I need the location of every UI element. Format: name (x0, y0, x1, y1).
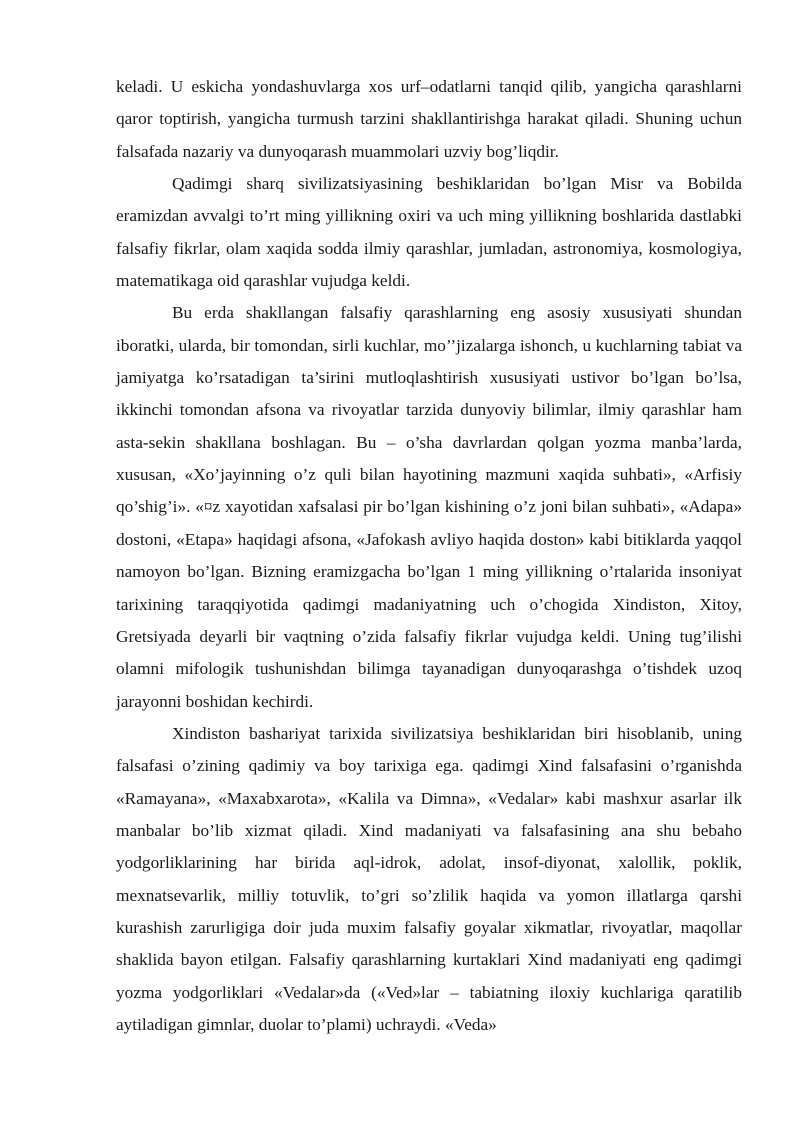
paragraph-philosophical-views: Bu erda shakllangan falsafiy qarashlarning eng asosiy xususiyati shundan iboratki, ularda, bir tomondan, sirli kuchlar, mo’’jizalarga ishonch, u kuchlarning tabiat va jamiyatga ko’rsatadigan ta’sirini mutloqlashtirish xususiyati ustivor bo’lgan bo’lsa, ikkinchi tomondan afsona va rivoyatlar tarzida dunyoviy bilimlar, ilmiy qarashlar ham asta-sekin shakllana boshlagan. Bu – o’sha davrlardan qolgan yozma manba’larda, xususan, «Xo’jayinning o’z quli bilan hayotining mazmuni xaqida suhbati», «Arfisiy qo’shig’i». «¤z xayotidan xafsalasi pir bo’lgan kishining o’z joni bilan suhbati», «Adapa» dostoni, «Etapa» haqidagi afsona, «Jafokash avliyo haqida doston» kabi bitiklarda yaqqol namoyon bo’lgan. Bizning eramizgacha bo’lgan 1 ming yillikning o’rtalarida insoniyat tarixining taraqqiyotida qadimgi madaniyatning uch o’chogida Xindiston, Xitoy, Gretsiyada deyarli bir vaqtning o’zida falsafiy fikrlar vujudga keldi. Uning tug’ilishi olamni mifologik tushunishdan bilimga tayanadigan dunyoqarashga o’tishdek uzoq jarayonni boshidan kechirdi. (116, 303, 742, 711)
paragraph-egypt-babylon: Qadimgi sharq sivilizatsiyasining beshiklaridan bo’lgan Misr va Bobilda eramizdan avvalgi to’rt ming yillikning oxiri va uch ming yillikning boshlarida dastlabki falsafiy fikrlar, olam xaqida sodda ilmiy qarashlar, jumladan, astronomiya, kosmologiya, matematikaga oid qarashlar vujudga keldi. (116, 174, 742, 291)
document-body (116, 71, 742, 1041)
paragraph-continuation: keladi. U eskicha yondashuvlarga xos urf–odatlarni tanqid qilib, yangicha qarashlarni qaror toptirish, yangicha turmush tarzini shakllantirishga harakat qiladi. Shuning uchun falsafada nazariy va dunyoqarash muammolari uzviy bog’liqdir. (116, 77, 742, 161)
paragraph-india: Xindiston bashariyat tarixida sivilizatsiya beshiklaridan biri hisoblanib, uning falsafasi o’zining qadimiy va boy tarixiga ega. qadimgi Xind falsafasini o’rganishda «Ramayana», «Maxabxarota», «Kalila va Dimna», «Vedalar» kabi mashxur asarlar ilk manbalar bo’lib xizmat qiladi. Xind madaniyati va falsafasining ana shu bebaho yodgorliklarining har birida aql-idrok, adolat, insof-diyonat, xalollik, poklik, mexnatsevarlik, milliy totuvlik, to’gri so’zlilik haqida va yomon illatlarga qarshi kurashish zarurligiga doir juda muxim falsafiy goyalar xikmatlar, rivoyatlar, maqollar shaklida bayon etilgan. Falsafiy qarashlarning kurtaklari Xind madaniyati eng qadimgi yozma yodgorliklari «Vedalar»da («Ved»lar – tabiatning iloxiy kuchlariga qaratilib aytiladigan gimnlar, duolar to’plami) uchraydi. «Veda» (116, 723, 742, 1034)
